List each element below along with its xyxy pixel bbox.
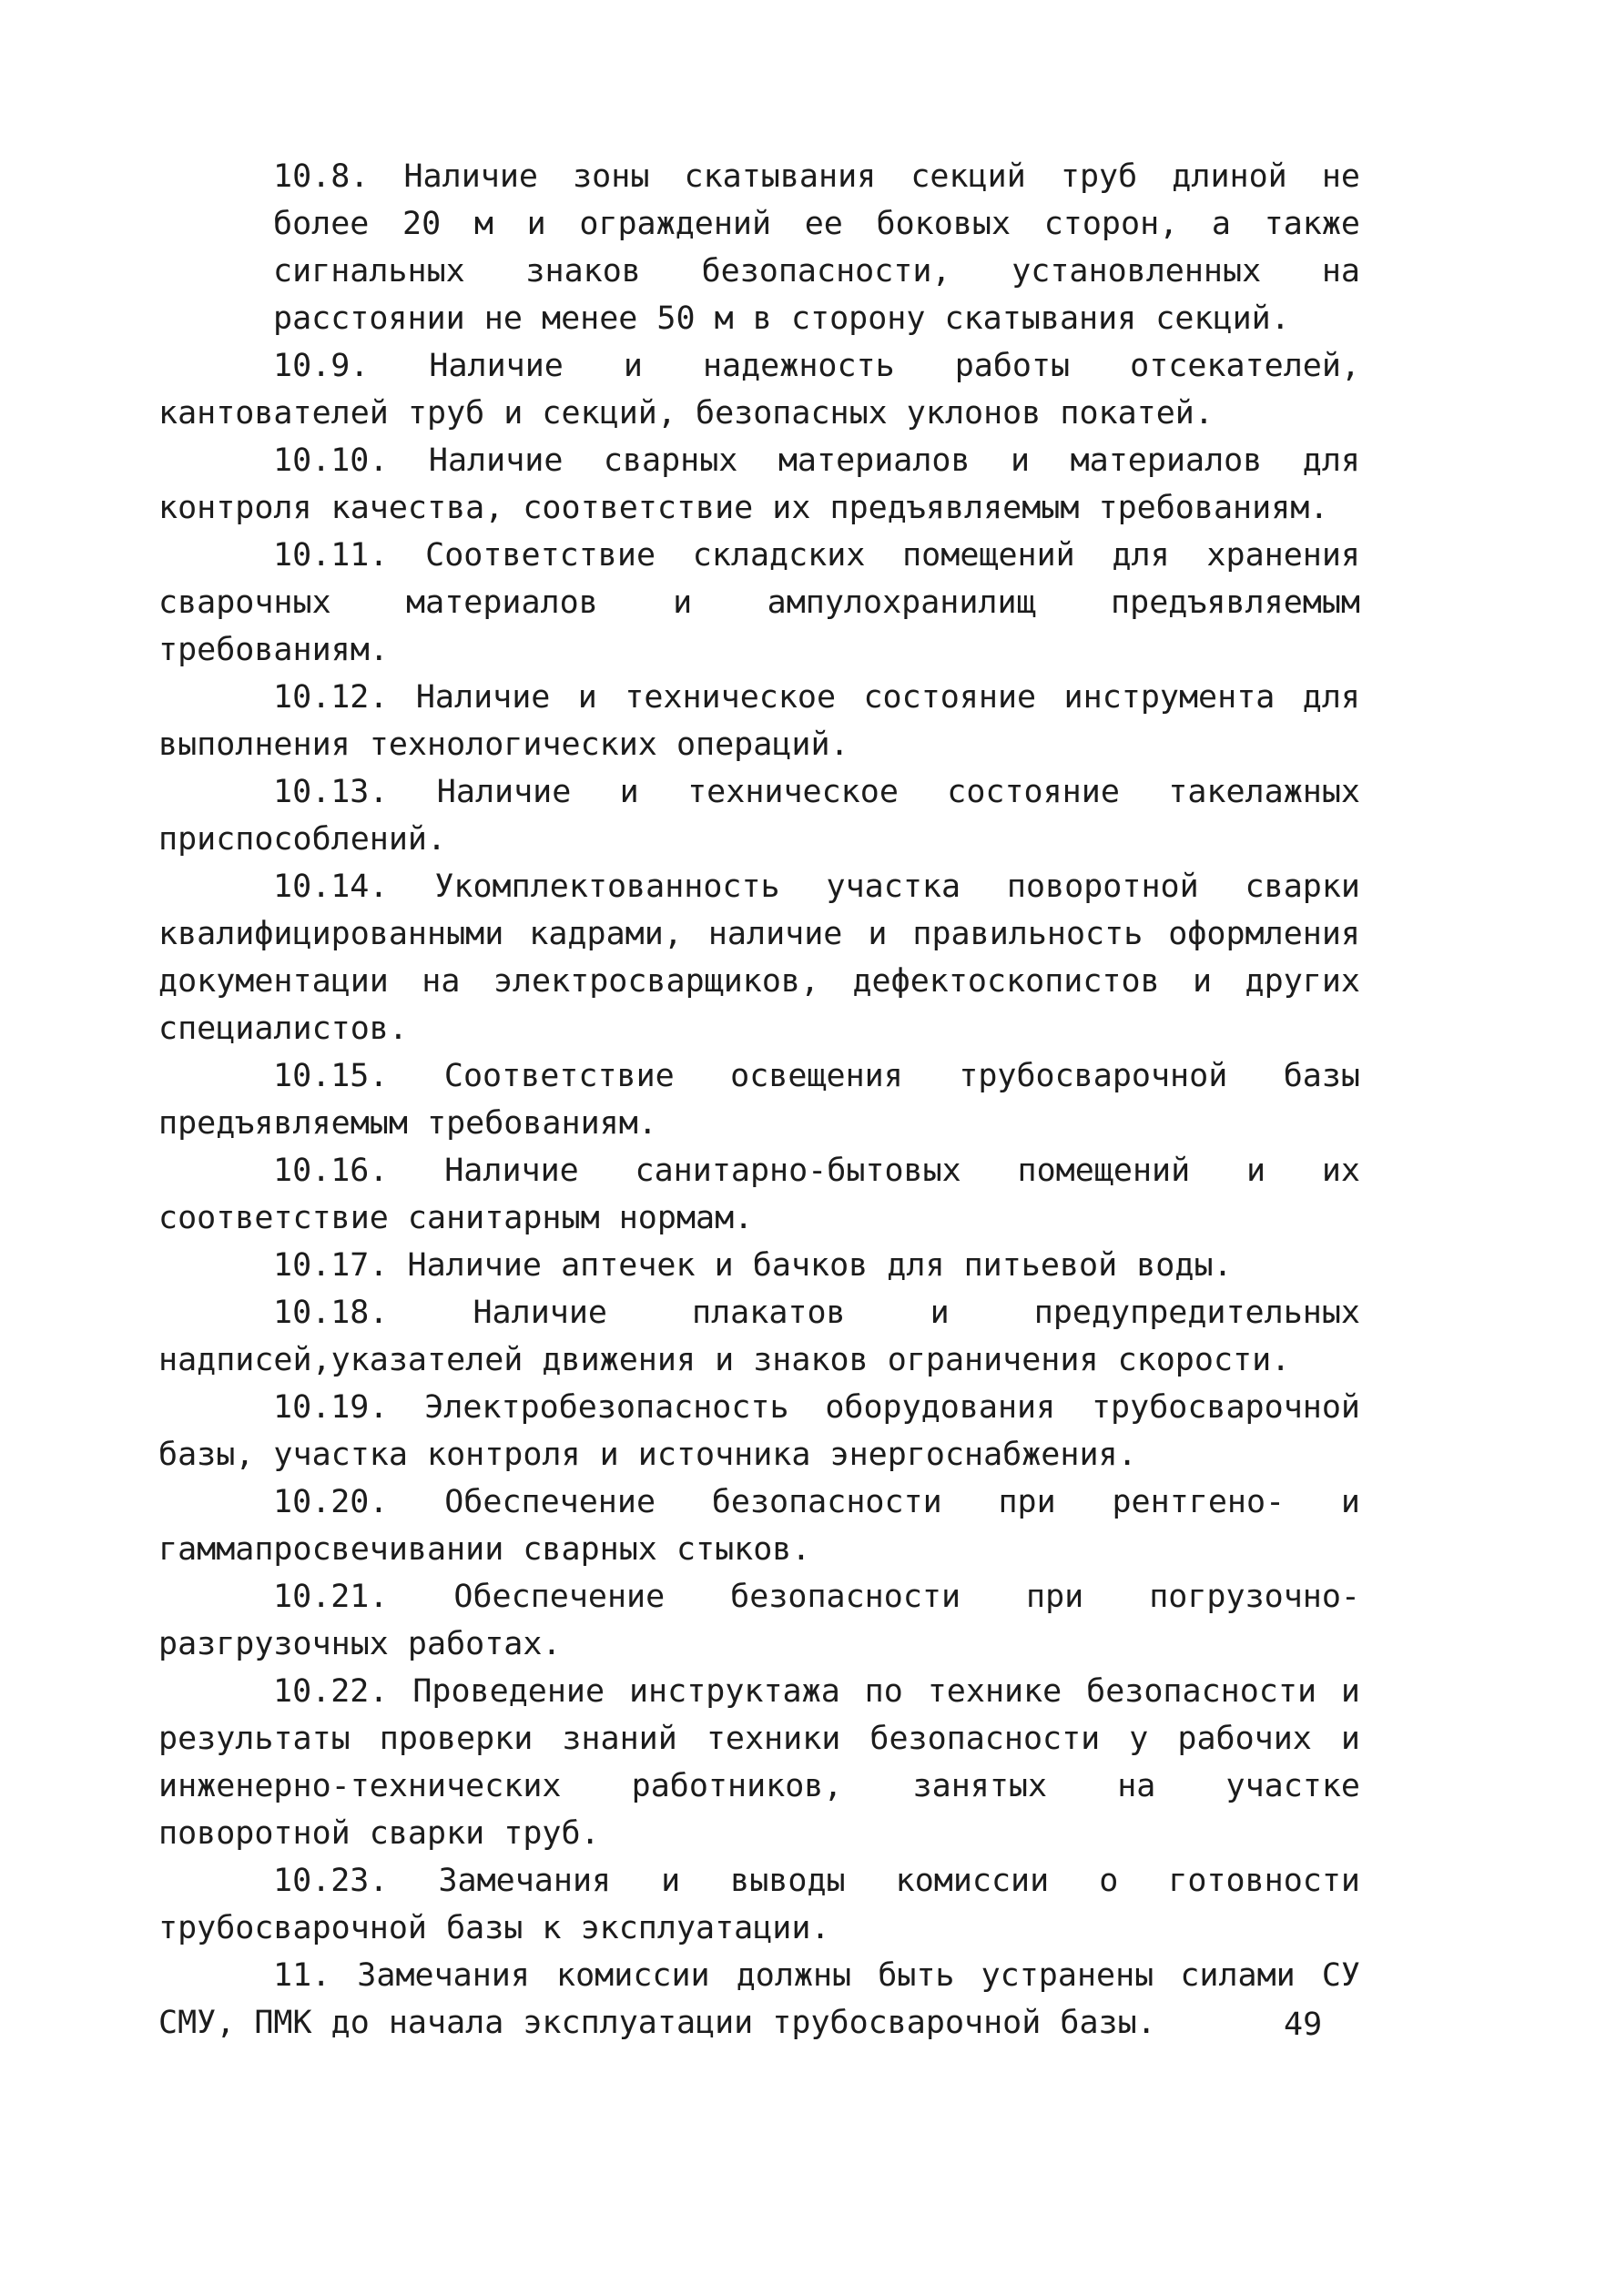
paragraph-10-13: 10.13. Наличие и техническое состояние такелажных приспособлений. <box>158 774 1380 858</box>
paragraph-10-16: 10.16. Наличие санитарно-бытовых помещений и их соответствие санитарным нормам. <box>158 1153 1380 1236</box>
paragraph-11: 11. Замечания комиссии должны быть устранены силами СУ СМУ, ПМК до начала эксплуатации трубосварочной базы. <box>158 1957 1380 2041</box>
document-body <box>158 153 1380 2047</box>
paragraph-10-17: 10.17. Наличие аптечек и бачков для питьевой воды. <box>273 1247 1233 1284</box>
paragraph-10-14: 10.14. Укомплектованность участка поворотной сварки квалифицированными кадрами, наличие и правильность оформления документации на электросварщиков, дефектоскопистов и других специалистов. <box>158 869 1380 1047</box>
paragraph-10-21: 10.21. Обеспечение безопасности при погрузочно-разгрузочных работах. <box>158 1579 1360 1662</box>
paragraph-10-11: 10.11. Соответствие складских помещений для хранения сварочных материалов и ампулохранилищ предъявляемым требованиям. <box>158 537 1380 668</box>
paragraph-10-15: 10.15. Соответствие освещения трубосварочной базы предъявляемым требованиям. <box>158 1058 1380 1142</box>
paragraph-10-8: 10.8. Наличие зоны скатывания секций труб длиной не более 20 м и ограждений ее боковых сторон, а также сигнальных знаков безопасности, установленных на расстоянии не менее 50 м в сторону скатывания секций. <box>273 158 1380 337</box>
paragraph-10-9: 10.9. Наличие и надежность работы отсекателей, кантователей труб и секций, безопасных уклонов покатей. <box>158 348 1380 432</box>
paragraph-10-22: 10.22. Проведение инструктажа по технике безопасности и результаты проверки знаний техники безопасности у рабочих и инженерно-технических работников, занятых на участке поворотной сварки труб. <box>158 1673 1380 1852</box>
paragraph-10-18: 10.18. Наличие плакатов и предупредительных надписей,указателей движения и знаков ограничения скорости. <box>158 1295 1380 1378</box>
paragraph-10-20: 10.20. Обеспечение безопасности при рентгено- и гаммапросвечивании сварных стыков. <box>158 1484 1380 1568</box>
paragraph-10-12: 10.12. Наличие и техническое состояние инструмента для выполнения технологических операций. <box>158 679 1380 763</box>
paragraph-10-23: 10.23. Замечания и выводы комиссии о готовности трубосварочной базы к эксплуатации. <box>158 1863 1380 1946</box>
paragraph-10-10: 10.10. Наличие сварных материалов и материалов для контроля качества, соответствие их предъявляемым требованиям. <box>158 442 1380 526</box>
paragraph-10-19: 10.19. Электробезопасность оборудования трубосварочной базы, участка контроля и источника энергоснабжения. <box>158 1389 1380 1473</box>
page-number: 49 <box>1284 2006 1323 2043</box>
